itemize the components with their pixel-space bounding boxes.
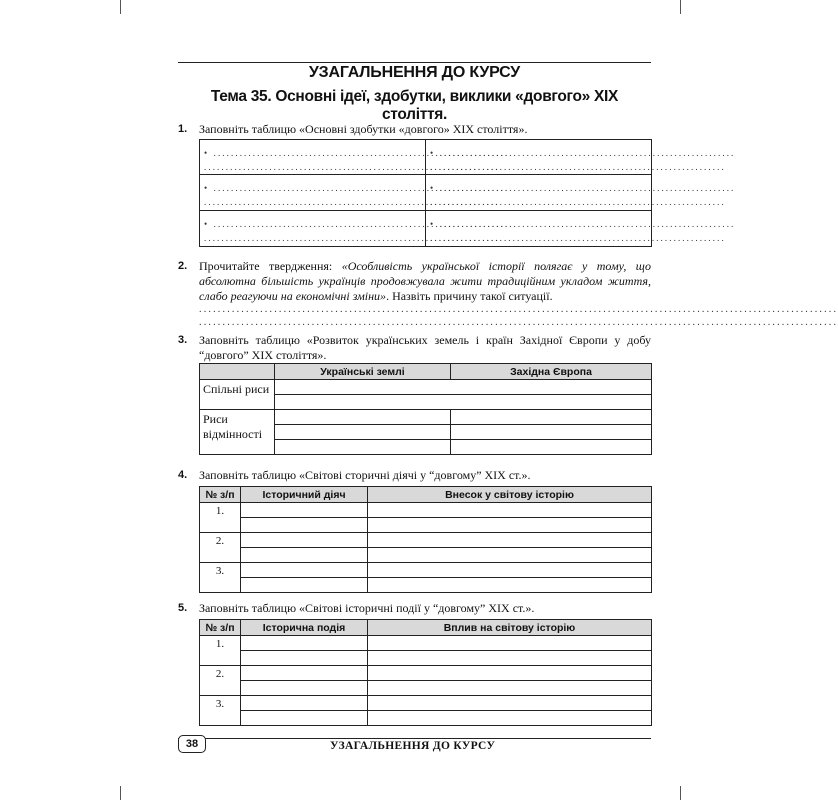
table-cell[interactable] (451, 410, 652, 425)
table-cell[interactable]: • .................................................................... .................................................................... (200, 175, 426, 211)
task-text-prefix: Прочитайте твердження: (199, 259, 342, 273)
table-header: Українські землі (275, 364, 451, 380)
table-cell[interactable]: • .................................................................... .................................................................... (426, 175, 652, 211)
task-quote: «Особливість української історії полягає у тому, що абсолютна більшість українців продовжувала жити традиційним укладом життя, слабо реагуючи на економічні зміни» (199, 259, 651, 303)
table-cell[interactable]: • .................................................................... .................................................................... (200, 211, 426, 247)
task-1 (178, 122, 651, 137)
table-cell[interactable] (368, 681, 652, 696)
task-text-suffix: . Назвіть причину такої ситуації. (386, 289, 553, 303)
comparison-table (199, 363, 652, 455)
table-cell[interactable] (368, 518, 652, 533)
task-5 (178, 601, 651, 616)
crop-mark (120, 0, 121, 14)
task-number: 5. (178, 602, 188, 614)
task-text: Заповніть таблицю «Світові історичні події у “довгому” XIX ст.». (199, 601, 535, 615)
page-number: 38 (178, 735, 206, 753)
table-header: № з/п (200, 487, 241, 503)
task-number: 3. (178, 334, 188, 346)
row-number: 1. (200, 636, 241, 666)
table-header: Вплив на світову історію (368, 620, 652, 636)
table-cell[interactable] (241, 503, 368, 518)
row-label: Спільні риси (200, 380, 275, 410)
course-title: УЗАГАЛЬНЕННЯ ДО КУРСУ (308, 64, 521, 81)
table-header: Західна Європа (451, 364, 652, 380)
table-cell[interactable] (241, 696, 368, 711)
table-cell[interactable] (368, 533, 652, 548)
table-cell[interactable] (368, 636, 652, 651)
row-label: Риси відмінності (200, 410, 275, 455)
table-cell[interactable] (275, 395, 652, 410)
table-cell[interactable] (241, 518, 368, 533)
figures-table (199, 486, 652, 593)
task-2 (178, 259, 651, 304)
task-text: Заповніть таблицю «Розвиток українських земель і країн Західної Європи у добу “довгого” XIX століття». (199, 333, 651, 362)
task-number: 1. (178, 123, 188, 135)
task-text: Заповніть таблицю «Основні здобутки «довгого» XIX століття». (199, 122, 528, 136)
table-cell[interactable]: • .................................................................... .................................................................... (200, 140, 426, 175)
table-cell[interactable] (241, 651, 368, 666)
events-table (199, 619, 652, 726)
table-cell[interactable] (451, 440, 652, 455)
task-4 (178, 468, 651, 483)
table-header: Історичний діяч (241, 487, 368, 503)
table-cell[interactable] (368, 563, 652, 578)
table-cell[interactable] (368, 666, 652, 681)
table-cell[interactable] (368, 548, 652, 563)
crop-mark (680, 0, 681, 14)
table-cell[interactable] (451, 425, 652, 440)
table-header: Внесок у світову історію (368, 487, 652, 503)
task-text (199, 259, 651, 304)
footer-title: УЗАГАЛЬНЕННЯ ДО КУРСУ (330, 740, 496, 752)
table-cell[interactable] (241, 681, 368, 696)
task-text: Заповніть таблицю «Світові сторичні діячі у “довгому” XIX ст.». (199, 468, 531, 482)
table-cell[interactable] (368, 503, 652, 518)
table-cell[interactable] (368, 578, 652, 593)
table-cell[interactable]: • .................................................................... .................................................................... (426, 140, 652, 175)
header-rule (178, 62, 651, 63)
answer-line[interactable]: ........................................................................................................................................ (199, 304, 838, 315)
table-cell[interactable] (241, 578, 368, 593)
table-cell[interactable] (241, 533, 368, 548)
table-cell[interactable] (241, 563, 368, 578)
table-cell[interactable] (275, 425, 451, 440)
table-cell[interactable] (368, 711, 652, 726)
table-cell[interactable] (241, 666, 368, 681)
table-header: № з/п (200, 620, 241, 636)
footer-rule (178, 738, 651, 739)
topic-title: Тема 35. Основні ідеї, здобутки, виклики «довгого» XIX століття. (210, 88, 619, 123)
table-cell[interactable] (241, 636, 368, 651)
row-number: 3. (200, 696, 241, 726)
table-cell[interactable] (241, 548, 368, 563)
achievements-table (199, 139, 736, 247)
row-number: 1. (200, 503, 241, 533)
table-cell[interactable] (275, 380, 652, 395)
task-number: 4. (178, 469, 188, 481)
crop-mark (680, 786, 681, 800)
row-number: 3. (200, 563, 241, 593)
table-cell[interactable] (275, 440, 451, 455)
row-number: 2. (200, 533, 241, 563)
task-3 (178, 333, 651, 363)
row-number: 2. (200, 666, 241, 696)
table-cell[interactable]: • .................................................................... .................................................................... (426, 211, 652, 247)
table-header-empty (200, 364, 275, 380)
table-cell[interactable] (368, 651, 652, 666)
crop-mark (120, 786, 121, 800)
task-number: 2. (178, 260, 188, 272)
table-header: Історична подія (241, 620, 368, 636)
table-cell[interactable] (241, 711, 368, 726)
table-cell[interactable] (275, 410, 451, 425)
table-cell[interactable] (368, 696, 652, 711)
answer-line[interactable]: ........................................................................................................................................ (199, 317, 838, 328)
